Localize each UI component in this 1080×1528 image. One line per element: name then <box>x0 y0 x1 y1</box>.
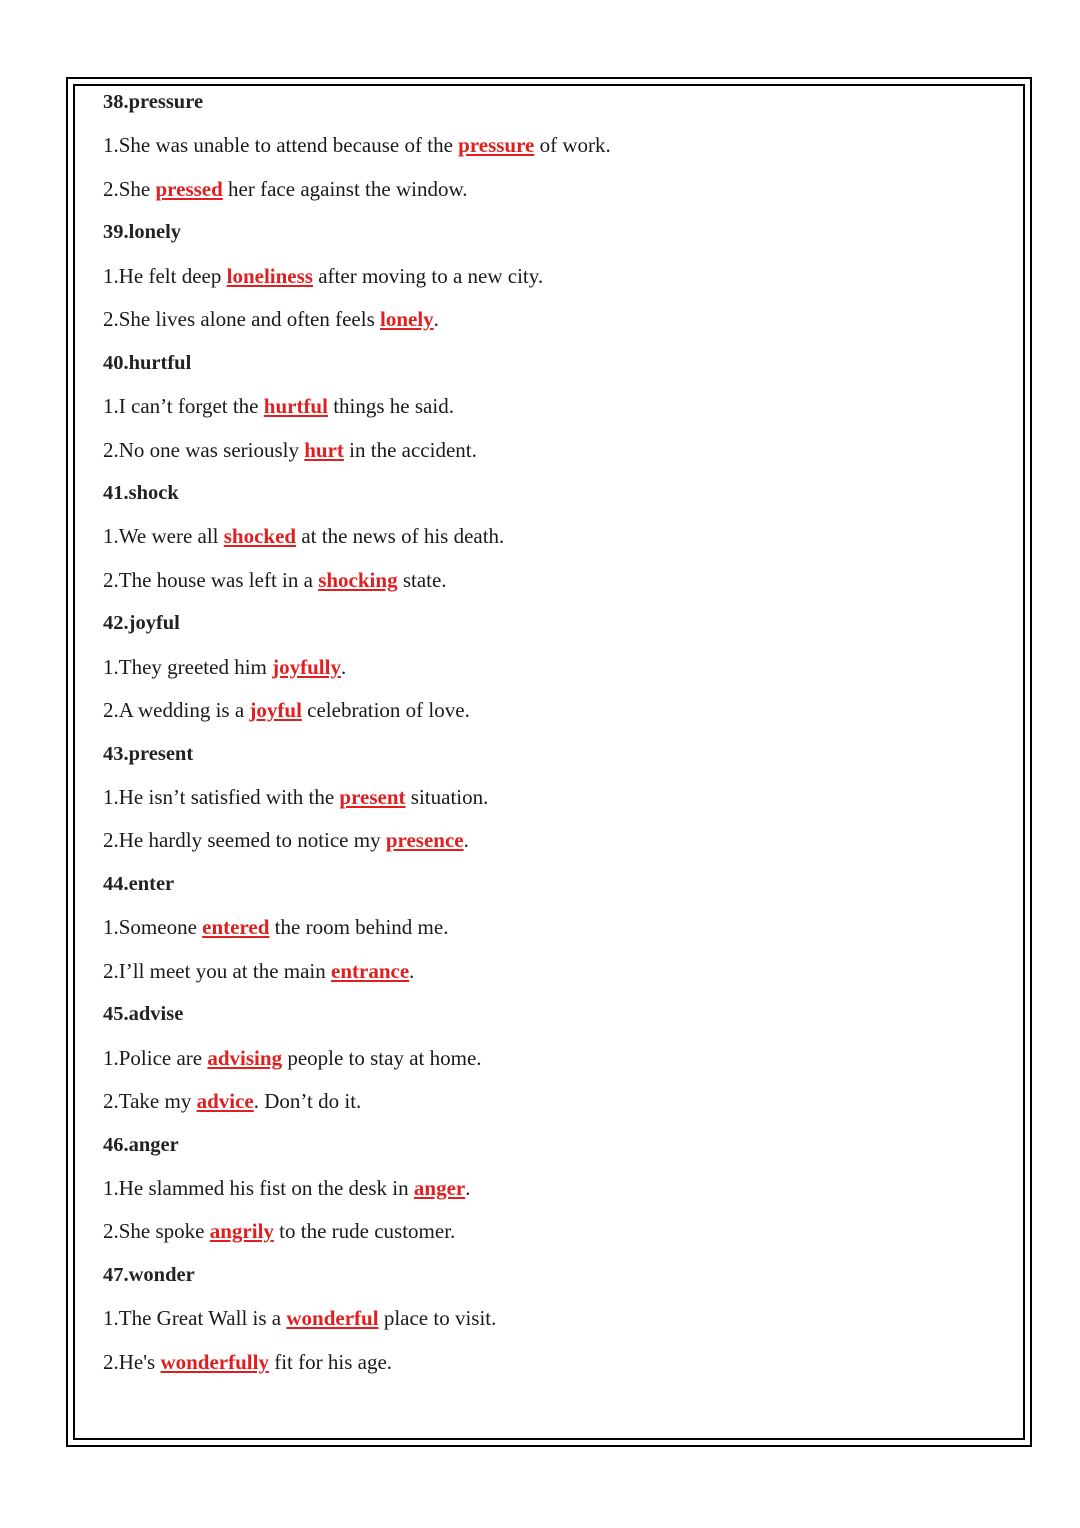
answer-blank: presence <box>385 828 464 853</box>
answer-blank: advising <box>207 1045 283 1070</box>
answer-blank: wonderfully <box>160 1349 269 1374</box>
answer-blank: lonely <box>380 307 434 332</box>
example-sentence <box>103 1303 1003 1346</box>
word-heading: 38.pressure <box>103 91 204 113</box>
example-sentence <box>103 1216 1003 1259</box>
sentence-text-after: at the news of his death. <box>296 524 505 549</box>
example-sentence <box>103 304 1003 347</box>
example-sentence <box>103 565 1003 608</box>
answer-blank: angrily <box>209 1219 274 1244</box>
word-heading: 43.present <box>103 742 194 765</box>
sentence-text-before: 2.She spoke <box>103 1219 210 1244</box>
example-sentence <box>103 825 1003 868</box>
answer-blank: entered <box>202 915 270 940</box>
sentence-text-before: 2.I’ll meet you at the main <box>103 958 332 983</box>
example-sentence <box>103 912 1003 955</box>
word-heading: 47.wonder <box>103 1263 195 1286</box>
answer-blank: wonderful <box>286 1306 379 1331</box>
sentence-text-before: 1.Someone <box>103 915 203 940</box>
example-sentence <box>103 782 1003 825</box>
sentence-text-after: fit for his age. <box>268 1349 393 1374</box>
example-sentence <box>103 174 1003 217</box>
sentence-text-after: situation. <box>405 785 489 809</box>
sentence-text-after: celebration of love. <box>301 698 470 723</box>
sentence-text-after: her face against the window. <box>222 176 468 201</box>
sentence-text-before: 2.A wedding is a <box>103 698 250 723</box>
sentence-text-before: 1.Police are <box>103 1045 208 1070</box>
sentence-text-before: 2.No one was seriously <box>103 437 305 462</box>
sentence-text-before: 1.She was unable to attend because of the <box>103 133 459 158</box>
example-sentence <box>103 1173 1003 1216</box>
sentence-text-after: things he said. <box>327 394 454 419</box>
sentence-text-before: 2.He hardly seemed to notice my <box>103 828 386 853</box>
sentence-text-before: 1.He slammed his fist on the desk in <box>103 1175 414 1200</box>
example-sentence <box>103 1086 1003 1129</box>
sentence-text-before: 2.The house was left in a <box>103 567 319 592</box>
sentence-text-after: state. <box>397 567 447 592</box>
sentence-text-before: 1.We were all <box>103 524 224 549</box>
word-heading: 46.anger <box>103 1133 179 1156</box>
word-heading: 39.lonely <box>103 221 182 244</box>
answer-blank: pressed <box>155 176 223 201</box>
answer-blank: shocked <box>223 524 297 549</box>
answer-blank: pressure <box>458 133 535 158</box>
example-sentence <box>103 130 1003 173</box>
sentence-text-before: 2.She lives alone and often feels <box>103 307 380 332</box>
sentence-text-after: in the accident. <box>343 437 477 462</box>
worksheet-content <box>103 87 1003 1390</box>
word-heading: 41.shock <box>103 481 179 504</box>
answer-blank: entrance <box>331 958 410 983</box>
example-sentence <box>103 695 1003 738</box>
word-heading: 44.enter <box>103 872 175 895</box>
example-sentence <box>103 435 1003 478</box>
sentence-text-before: 2.She <box>103 176 156 201</box>
answer-blank: hurtful <box>263 394 328 419</box>
sentence-text-after: . <box>409 958 415 983</box>
answer-blank: loneliness <box>226 263 313 288</box>
sentence-text-after: after moving to a new city. <box>312 263 544 288</box>
example-sentence <box>103 391 1003 434</box>
example-sentence <box>103 261 1003 304</box>
word-heading: 42.joyful <box>103 612 180 635</box>
example-sentence <box>103 956 1003 999</box>
sentence-text-before: 1.They greeted him <box>103 654 273 679</box>
sentence-text-before: 2.Take my <box>103 1089 197 1114</box>
sentence-text-after: the room behind me. <box>269 915 449 940</box>
answer-blank: hurt <box>304 437 344 462</box>
example-sentence <box>103 1347 1003 1390</box>
sentence-text-before: 1.The Great Wall is a <box>103 1306 287 1331</box>
example-sentence <box>103 521 1003 564</box>
example-sentence <box>103 1043 1003 1086</box>
answer-blank: present <box>339 785 406 809</box>
sentence-text-before: 1.He felt deep <box>103 263 227 288</box>
answer-blank: joyful <box>249 698 302 723</box>
sentence-text-after: to the rude customer. <box>273 1219 456 1244</box>
example-sentence <box>103 652 1003 695</box>
word-heading: 45.advise <box>103 1003 184 1026</box>
sentence-text-after: . <box>463 828 469 853</box>
sentence-text-after: . <box>433 307 439 332</box>
sentence-text-before: 1.He isn’t satisfied with the <box>103 785 340 809</box>
sentence-text-after: of work. <box>534 133 611 158</box>
sentence-text-after: . <box>465 1175 471 1200</box>
sentence-text-after: . Don’t do it. <box>253 1089 362 1114</box>
sentence-text-after: people to stay at home. <box>282 1045 482 1070</box>
answer-blank: advice <box>196 1089 254 1114</box>
word-heading: 40.hurtful <box>103 351 192 374</box>
sentence-text-before: 2.He's <box>103 1349 161 1374</box>
sentence-text-after: place to visit. <box>378 1306 497 1331</box>
sentence-text-after: . <box>340 654 347 679</box>
answer-blank: joyfully <box>272 654 341 679</box>
sentence-text-before: 1.I can’t forget the <box>103 394 264 419</box>
answer-blank: shocking <box>318 567 398 592</box>
answer-blank: anger <box>413 1175 466 1200</box>
